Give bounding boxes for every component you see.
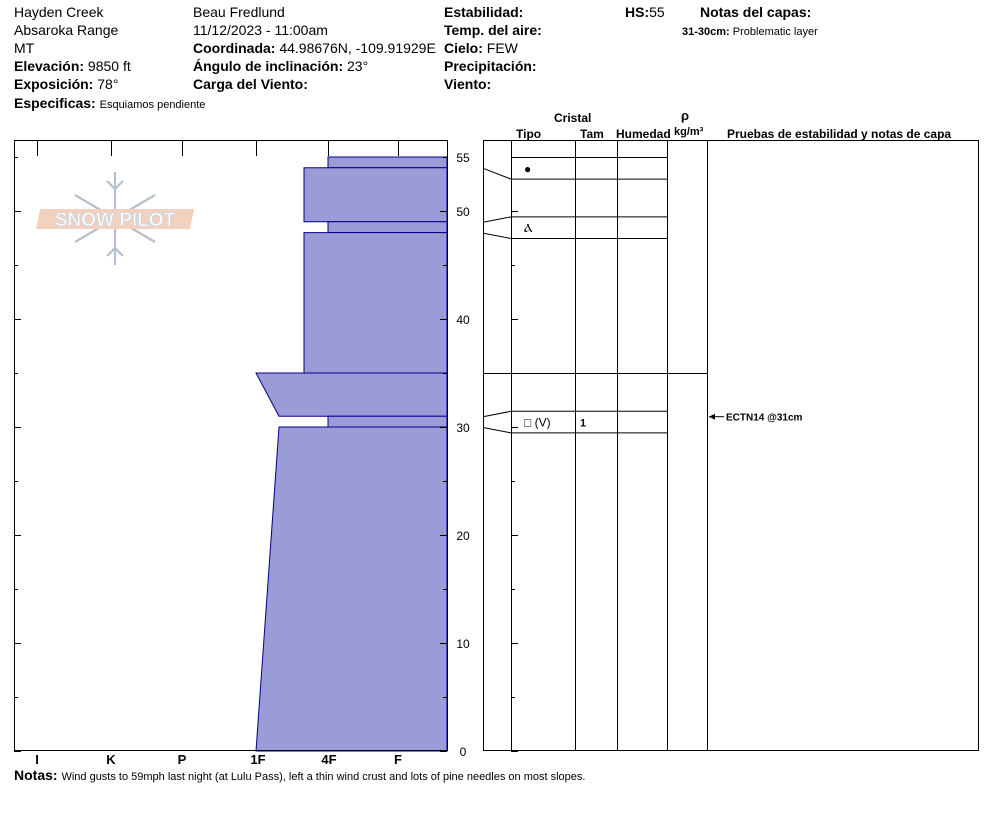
grain-size: 1 xyxy=(580,417,587,430)
layer-note-text: Problematic layer xyxy=(732,26,818,38)
hardness-label: 4F xyxy=(321,752,337,767)
sky-label: Cielo: xyxy=(444,40,483,56)
crystal-header: Cristal xyxy=(554,111,592,125)
layer-connector xyxy=(483,168,511,179)
slope-angle-value: 23° xyxy=(347,58,369,74)
hardness-label: F xyxy=(394,752,402,767)
depth-label: 0 xyxy=(459,745,467,759)
observation-datetime: 11/12/2023 - 11:00am xyxy=(193,22,328,38)
moisture-header: Humedad xyxy=(616,127,671,141)
layer-connector xyxy=(483,233,511,238)
hardness-layer xyxy=(304,233,447,373)
elevation-label: Elevación: xyxy=(14,58,85,74)
wind-loading-label: Carga del Viento: xyxy=(193,76,308,92)
hardness-layer xyxy=(328,157,447,168)
facets-rounding-symbol: Ⲁ xyxy=(524,221,533,236)
depth-label: 10 xyxy=(456,637,470,651)
hardness-layer xyxy=(328,222,447,233)
coordinates-value: 44.98676N, -109.91929E xyxy=(279,40,436,56)
logo-text: SNOW PILOT xyxy=(54,210,176,231)
aspect-value: 78° xyxy=(97,76,119,92)
layer-connector xyxy=(483,411,511,416)
hardness-layer xyxy=(256,427,447,751)
snow-height-label: HS: xyxy=(625,4,650,20)
rounds-symbol: ● xyxy=(524,161,532,176)
density-unit: kg/m³ xyxy=(674,126,704,138)
elevation-value: 9850 ft xyxy=(87,58,131,74)
snow-pilot-logo xyxy=(36,172,194,265)
depth-label: 55 xyxy=(456,151,470,165)
hardness-layer xyxy=(328,416,447,427)
location-name: Hayden Creek xyxy=(14,4,104,20)
depth-label: 40 xyxy=(456,313,470,327)
depth-label: 50 xyxy=(456,205,470,219)
layer-note-range: 31-30cm: xyxy=(682,26,730,38)
layer-connector xyxy=(483,217,511,222)
layer-notes-label: Notas del capas: xyxy=(700,4,812,20)
specifics-label: Especificas: xyxy=(14,95,96,111)
state: MT xyxy=(14,40,35,56)
depth-label: 30 xyxy=(456,421,470,435)
precipitation-label: Precipitación: xyxy=(444,58,537,74)
observer-name: Beau Fredlund xyxy=(193,4,285,20)
type-header: Tipo xyxy=(516,127,542,141)
stability-label: Estabilidad: xyxy=(444,4,524,20)
notes xyxy=(14,767,585,785)
depth-label: 20 xyxy=(456,529,470,543)
slope-angle-label: Ángulo de inclinación: xyxy=(193,58,344,74)
tests-header: Pruebas de estabilidad y notas de capa xyxy=(727,127,952,141)
notes-text: Wind gusts to 59mph last night (at Lulu Pass), left a thin wind crust and lots of pine needles on most slopes. xyxy=(61,771,586,783)
coordinates-label: Coordinada: xyxy=(193,40,276,56)
air-temp-label: Temp. del aire: xyxy=(444,22,542,38)
stability-test-arrowhead xyxy=(709,414,715,420)
hardness-label: K xyxy=(106,752,116,767)
sky-value: FEW xyxy=(486,40,518,56)
grain-table-frame xyxy=(484,141,979,751)
hardness-label: 1F xyxy=(250,752,266,767)
density-symbol: ρ xyxy=(681,108,690,123)
hardness-layer xyxy=(304,168,447,222)
layer-connector xyxy=(483,428,511,433)
hardness-label: I xyxy=(35,752,39,767)
facets-depth-hoar-symbol: □ (V) xyxy=(524,415,551,430)
stability-test-label: ECTN14 @31cm xyxy=(726,412,803,424)
specifics-value: Esquiamos pendiente xyxy=(99,99,206,111)
snow-height-value: 55 xyxy=(649,4,665,20)
aspect-label: Exposición: xyxy=(14,76,94,92)
mountain-range: Absaroka Range xyxy=(14,22,119,38)
wind-label: Viento: xyxy=(444,76,492,92)
hardness-layer xyxy=(256,373,447,416)
hardness-label: P xyxy=(177,752,187,767)
notes-label: Notas: xyxy=(14,767,58,783)
size-header: Tam xyxy=(580,127,604,141)
